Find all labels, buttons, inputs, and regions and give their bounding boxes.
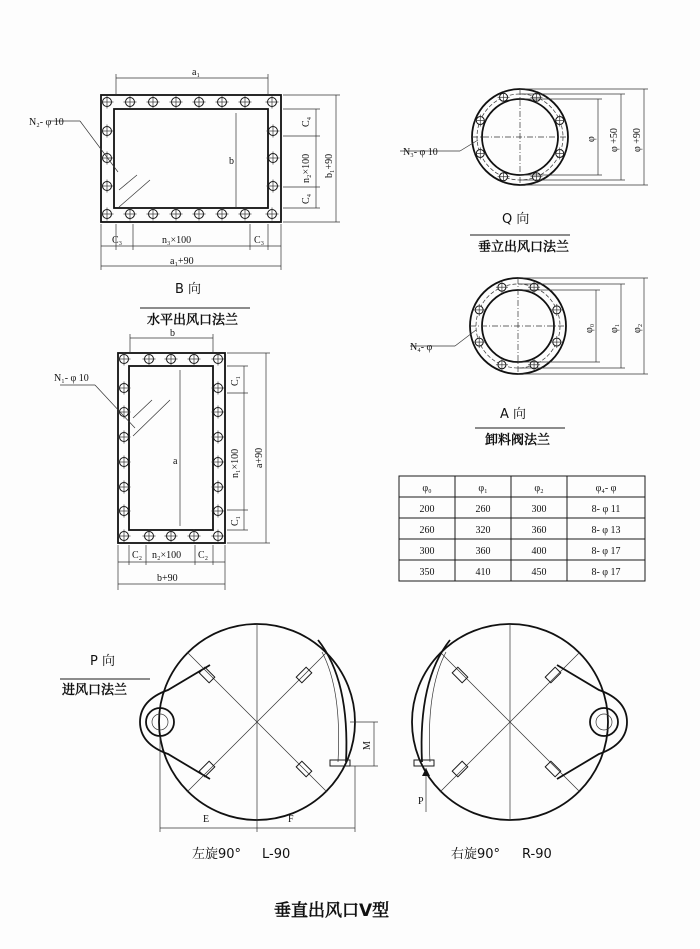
b-view-subtitle: 水平出风口法兰 — [147, 313, 239, 328]
p-dim-b: b — [170, 328, 175, 339]
table-cell: 360 — [475, 546, 491, 557]
a-view-flange — [410, 278, 648, 428]
table-row — [420, 504, 621, 515]
q-hole-note: N₃- φ 10 — [403, 147, 438, 158]
right-rotation-view — [412, 624, 627, 820]
p-view-heading: P 向 — [90, 654, 115, 669]
table-cell: 200 — [419, 504, 435, 515]
q-view-subtitle: 垂立出风口法兰 — [478, 240, 570, 255]
p-dim-n1: n₁×100 — [230, 448, 241, 478]
table-header-cell: φ₀ — [422, 483, 432, 494]
table-cell: 300 — [419, 546, 435, 557]
table-cell: 400 — [531, 546, 547, 557]
b-view-heading: B 向 — [175, 282, 202, 297]
table-cell: 450 — [531, 567, 547, 578]
p-dim-c1-top: C₁ — [230, 375, 241, 386]
table-cell: 410 — [475, 567, 491, 578]
b-dim-c4-bottom: C₄ — [301, 193, 312, 204]
table-header-cell: φ₁ — [478, 483, 488, 494]
b-dim-b1-90: b₁+90 — [324, 153, 335, 178]
left-code-label: L-90 — [262, 847, 291, 862]
table-cell: 320 — [475, 525, 491, 536]
p-dim-b-90: b+90 — [157, 573, 178, 584]
table-cell: 360 — [531, 525, 547, 536]
right-dim-p: P — [418, 796, 424, 807]
b-hole-note: N₂- φ 10 — [29, 117, 64, 128]
right-rotation-label: 右旋90° — [451, 847, 501, 862]
b-dim-n3: n₃×100 — [162, 235, 192, 246]
b-dim-c3-left: C₃ — [112, 235, 123, 246]
table-cell: 350 — [419, 567, 435, 578]
table-row — [420, 525, 621, 536]
p-dim-a: a — [173, 456, 178, 467]
a-view-subtitle: 卸料阀法兰 — [485, 433, 551, 448]
b-dim-a1-90: a₁+90 — [170, 256, 194, 267]
p-dim-c2-left: C₂ — [132, 550, 143, 561]
table-cell: 300 — [531, 504, 547, 515]
left-dim-e: E — [203, 814, 210, 825]
table-cell: 8- φ 13 — [591, 525, 621, 536]
a-dim-phi2: φ₂ — [632, 323, 643, 333]
q-dim-phi50: φ +50 — [609, 128, 620, 152]
a-dim-phi0: φ₀ — [584, 323, 595, 333]
b-dim-b: b — [229, 156, 234, 167]
q-dim-phi: φ — [586, 136, 597, 142]
a-dim-phi1: φ₁ — [609, 323, 620, 333]
p-dim-n2: n₂×100 — [152, 550, 182, 561]
table-header-cell: φ₄- φ — [595, 483, 617, 494]
table-header-cell: φ₂ — [534, 483, 544, 494]
b-dim-n2: n₂×100 — [301, 153, 312, 183]
p-dim-a-90: a+90 — [254, 447, 265, 468]
left-dim-m: M — [362, 741, 373, 750]
a-hole-note: N₄- φ — [410, 342, 433, 353]
p-view-subtitle: 进风口法兰 — [62, 683, 128, 698]
table-cell: 8- φ 17 — [591, 567, 621, 578]
table-cell: 260 — [475, 504, 491, 515]
p-dim-c2-right: C₂ — [198, 550, 209, 561]
b-view-flange — [50, 74, 340, 308]
a-view-heading: A 向 — [500, 407, 527, 422]
page-title: 垂直出风口V型 — [274, 901, 390, 921]
left-rotation-view — [140, 624, 378, 832]
table-header-row — [422, 483, 616, 494]
table-row — [420, 567, 621, 578]
q-dim-phi90: φ +90 — [632, 128, 643, 152]
table-row — [420, 546, 621, 557]
left-dim-f: F — [288, 814, 294, 825]
left-rotation-label: 左旋90° — [192, 847, 242, 862]
table-cell: 8- φ 11 — [591, 504, 621, 515]
b-dim-a1: a₁ — [192, 67, 200, 78]
b-dim-c3-right: C₃ — [254, 235, 265, 246]
p-hole-note: N₁- φ 10 — [54, 373, 89, 384]
table-cell: 8- φ 17 — [591, 546, 621, 557]
b-dim-c4-top: C₄ — [301, 116, 312, 127]
table-cell: 260 — [419, 525, 435, 536]
q-view-heading: Q 向 — [502, 212, 530, 227]
right-code-label: R-90 — [522, 847, 552, 862]
p-dim-c1-bottom: C₁ — [230, 515, 241, 526]
